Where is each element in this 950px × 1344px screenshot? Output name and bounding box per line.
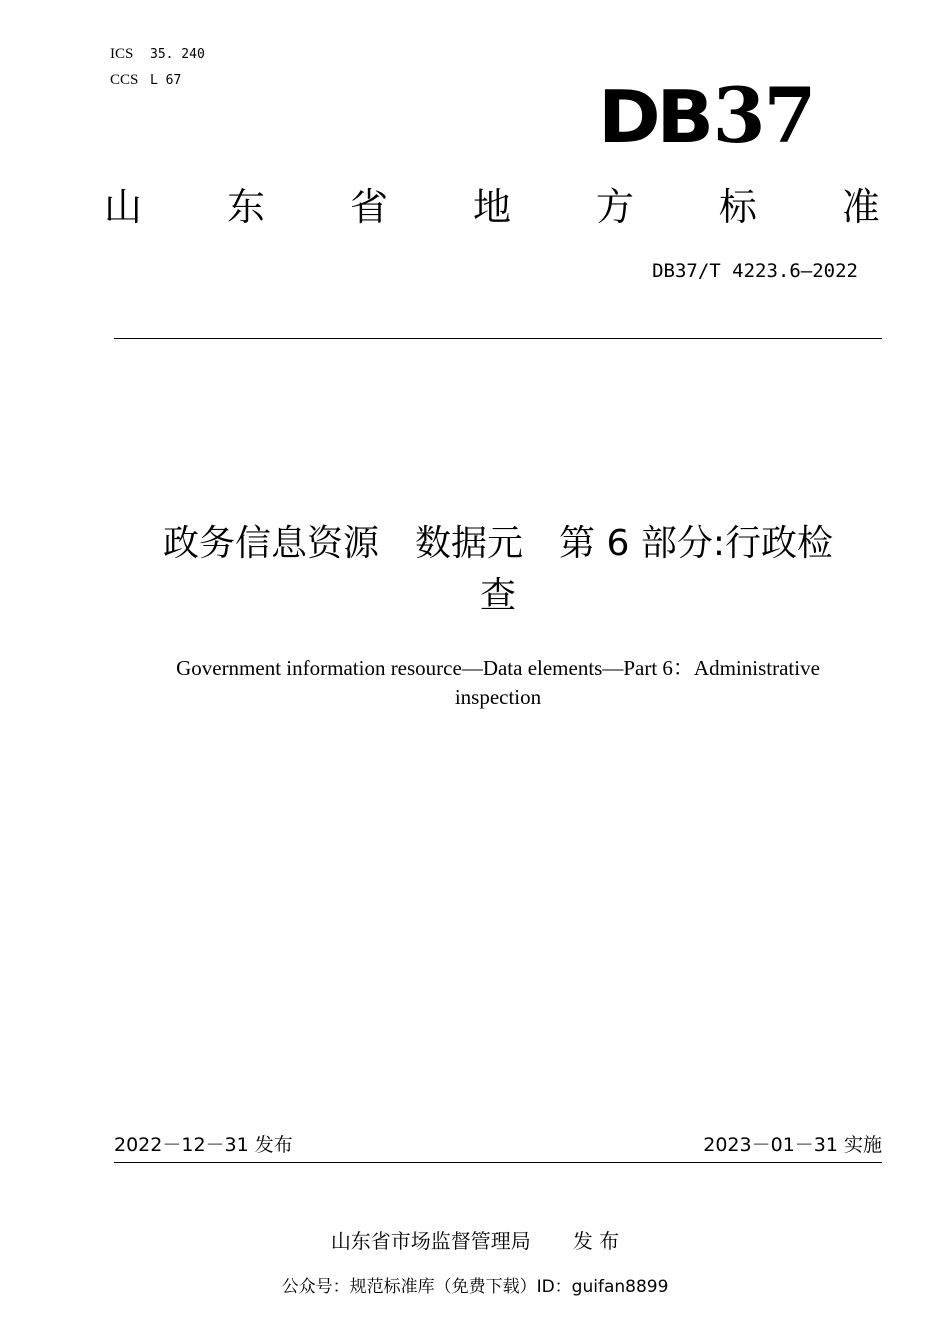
ccs-label: CCS: [110, 72, 139, 88]
province-standard-title: [104, 183, 880, 231]
province-title-char: 方: [595, 185, 634, 229]
title-en-line-1: Government information resource—Data elements—Part 6：Administrative: [176, 656, 820, 680]
province-title-char: 准: [841, 185, 880, 229]
issue-date: 2022－12－31 发布: [114, 1134, 293, 1156]
implementation-date: 2023－01－31 实施: [703, 1134, 882, 1156]
province-title-char: 标: [718, 185, 757, 229]
top-divider: [114, 338, 882, 339]
publisher-line: [0, 1228, 950, 1254]
db37-logo: [598, 71, 815, 160]
publisher-action: 发 布: [572, 1229, 620, 1253]
province-title-char: 东: [226, 185, 265, 229]
logo-number: 37: [712, 71, 815, 160]
title-cn-line-2: 查: [479, 575, 516, 616]
ics-code: [110, 45, 205, 64]
title-en-line-2: inspection: [454, 685, 542, 709]
publisher-name: 山东省市场监督管理局: [330, 1229, 531, 1253]
ccs-value: L 67: [150, 73, 182, 88]
ics-label: ICS: [110, 46, 134, 62]
ccs-code: [110, 71, 181, 90]
bottom-divider: [114, 1162, 882, 1163]
ics-value: 35. 240: [150, 47, 205, 62]
footer-note: 公众号：规范标准库（免费下载）ID：guifan8899: [281, 1277, 669, 1297]
document-title-en: [110, 654, 886, 712]
province-title-char: 山: [104, 185, 143, 229]
province-title-char: 地: [472, 185, 511, 229]
title-cn-line-1: 政务信息资源 数据元 第 6 部分:行政检: [163, 523, 833, 564]
logo-letters: DB: [598, 75, 710, 159]
province-title-char: 省: [349, 185, 388, 229]
document-title-cn: [100, 518, 896, 622]
standard-code: DB37/T 4223.6—2022: [652, 260, 858, 282]
